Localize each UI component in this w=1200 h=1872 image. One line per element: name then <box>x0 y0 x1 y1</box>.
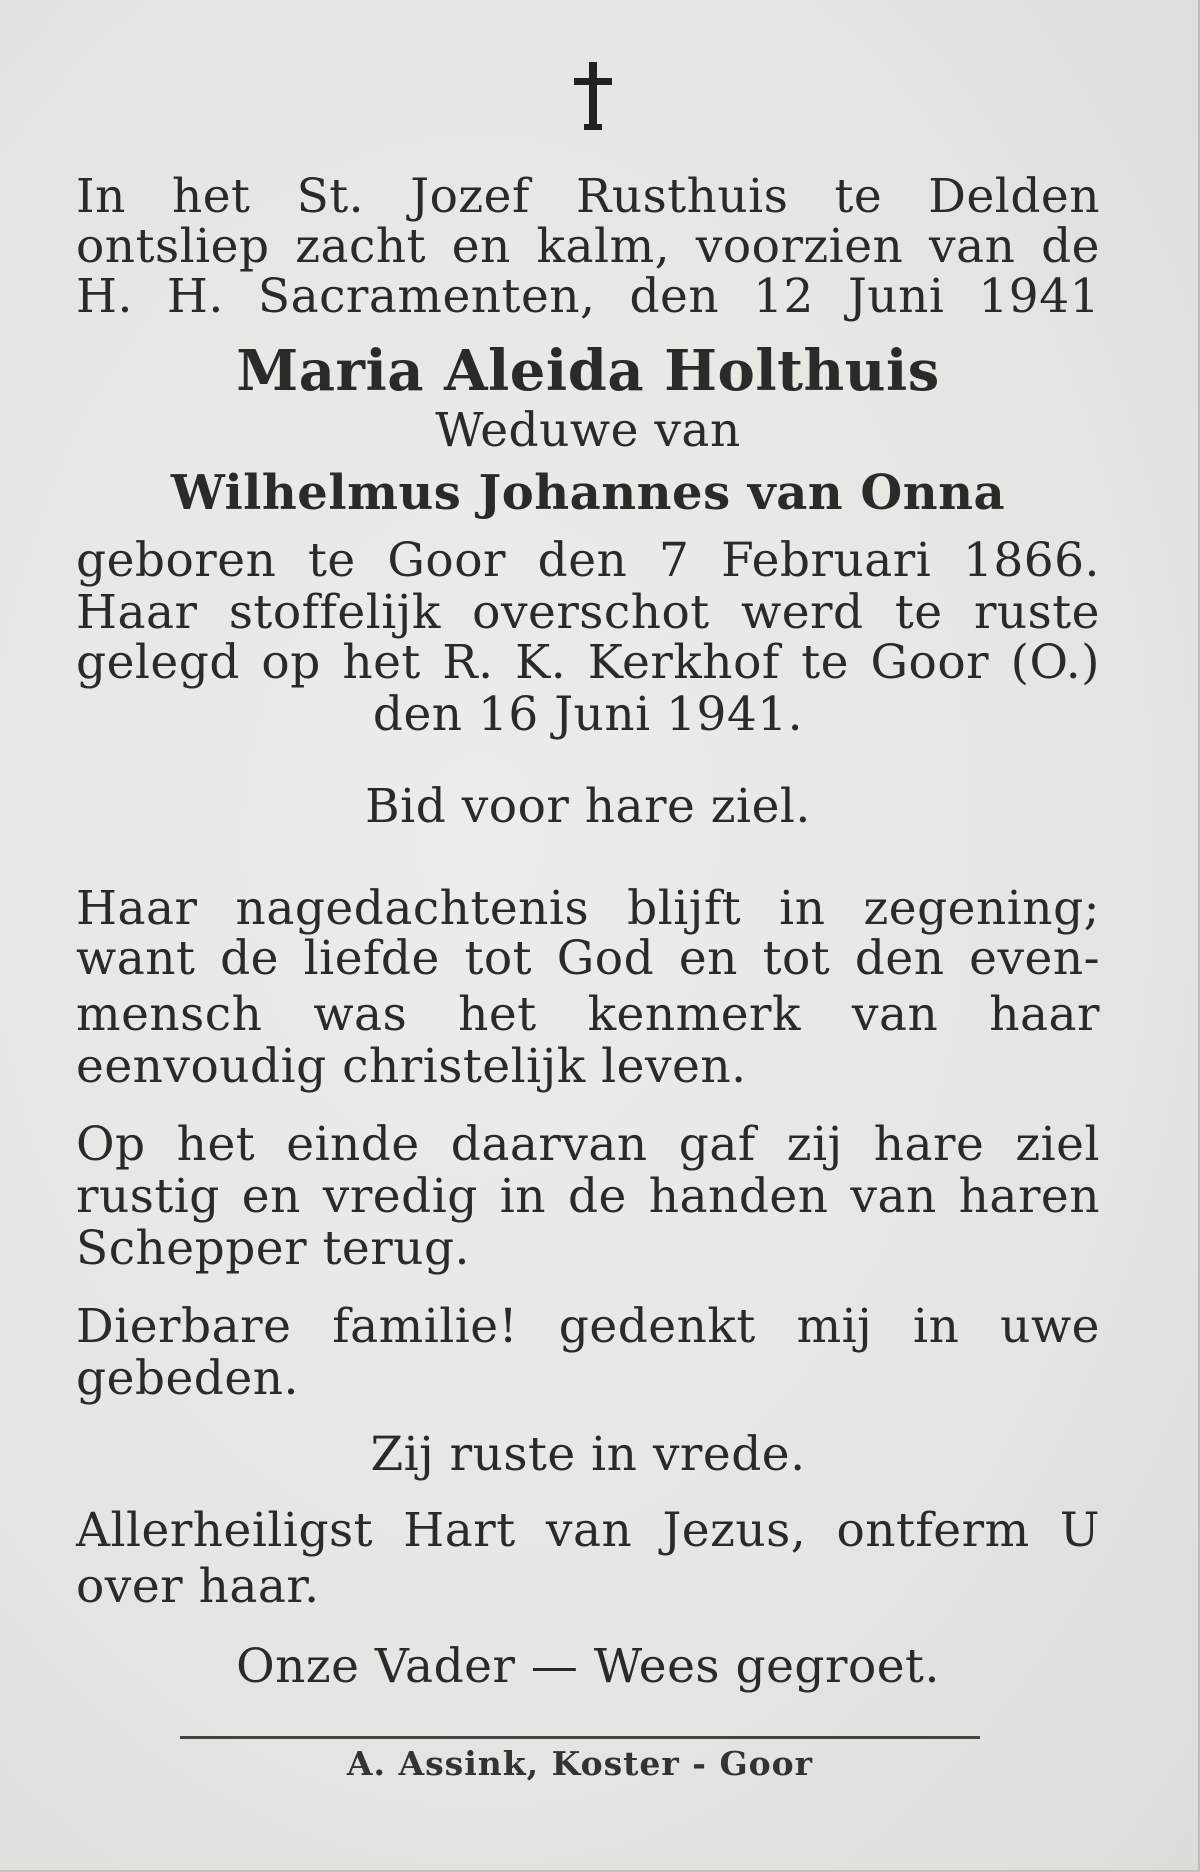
footer-divider <box>180 1736 980 1739</box>
birth-line-1: geboren te Goor den 7 Februari 1866. <box>76 533 1100 588</box>
prayer-request: Bid voor hare ziel. <box>365 779 811 834</box>
cross-icon <box>570 62 616 130</box>
deceased-name: Maria Aleida Holthuis <box>236 338 940 404</box>
birth-line-2: Haar stoffelijk overschot werd te ruste <box>76 585 1100 640</box>
printer-credit: A. Assink, Koster - Goor <box>346 1744 814 1783</box>
memory-line-1: Haar nagedachtenis blijft in zegening; <box>76 881 1100 936</box>
rest-in-peace: Zij ruste in vrede. <box>370 1427 806 1482</box>
memory-line-4: eenvoudig christelijk leven. <box>76 1039 747 1094</box>
birth-line-4: den 16 Juni 1941. <box>372 687 804 742</box>
spouse-name: Wilhelmus Johannes van Onna <box>170 465 1006 521</box>
family-line-2: gebeden. <box>76 1351 299 1406</box>
end-line-3: Schepper terug. <box>76 1221 470 1276</box>
end-line-2: rustig en vredig in de handen van haren <box>76 1169 1100 1224</box>
family-line-1: Dierbare familie! gedenkt mij in uwe <box>76 1299 1100 1354</box>
intro-line-1: In het St. Jozef Rusthuis te Delden <box>76 169 1100 224</box>
sacred-heart-line-2: over haar. <box>76 1559 320 1614</box>
intro-line-2: ontsliep zacht en kalm, voorzien van de <box>76 219 1100 274</box>
closing-prayers: Onze Vader — Wees gegroet. <box>236 1639 940 1694</box>
intro-line-3: H. H. Sacramenten, den 12 Juni 1941 <box>76 269 1100 324</box>
birth-line-3: gelegd op het R. K. Kerkhof te Goor (O.) <box>76 635 1100 690</box>
memory-line-3: mensch was het kenmerk van haar <box>76 987 1100 1042</box>
end-line-1: Op het einde daarvan gaf zij hare ziel <box>76 1117 1100 1172</box>
widow-of-label: Weduwe van <box>435 403 741 458</box>
memory-line-2: want de liefde tot God en tot den even- <box>76 931 1100 986</box>
sacred-heart-line-1: Allerheiligst Hart van Jezus, ontferm U <box>76 1503 1100 1558</box>
